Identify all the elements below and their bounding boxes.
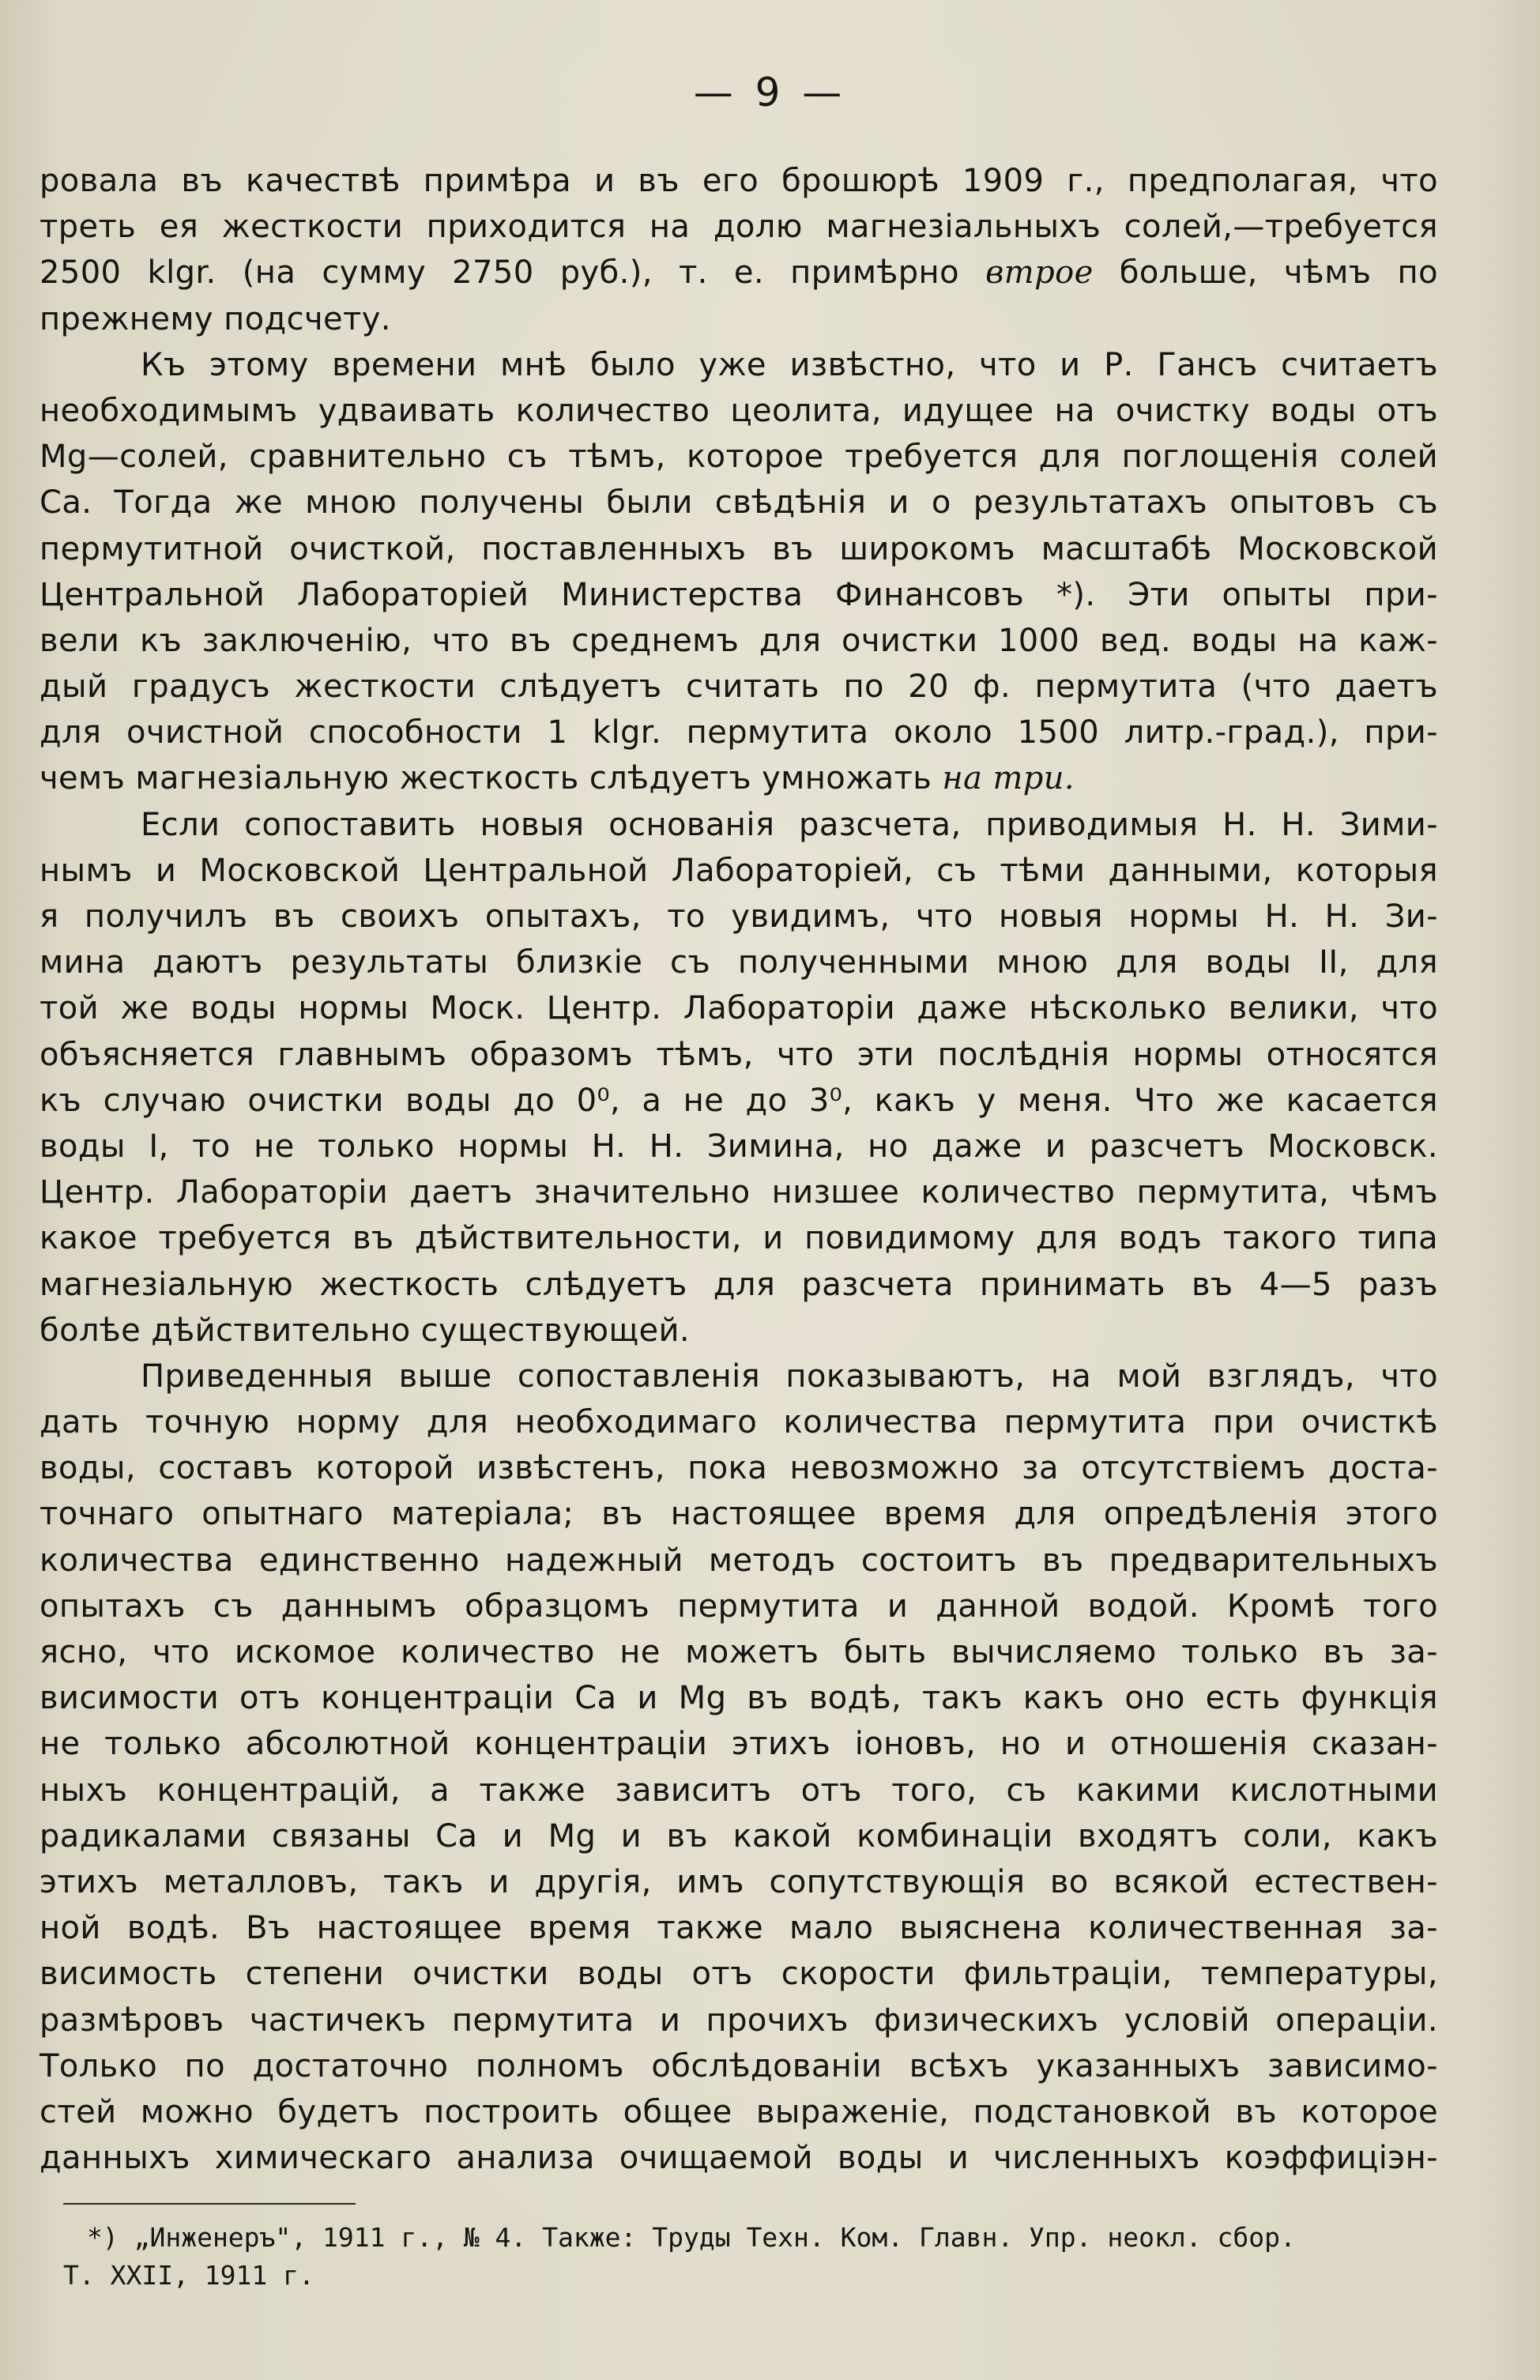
text-line: дать точную норму для необходимаго количества пермутита при очисткѣ (40, 1404, 1438, 1441)
text-line: точнаго опытнаго матеріала; въ настоящее время для опредѣленія этого (40, 1496, 1438, 1533)
text-line: ной водѣ. Въ настоящее время также мало выяснена количественная за- (40, 1910, 1438, 1947)
paragraph-first-line: Если сопоставить новыя основанія разсчета, приводимыя Н. Н. Зими- (141, 806, 1438, 843)
text-line: стей можно будетъ построить общее выраженіе, подстановкой въ которое (40, 2093, 1438, 2130)
text-line: не только абсолютной концентраціи этихъ іоновъ, но и отношенія сказан- (40, 1726, 1438, 1763)
text-line: необходимымъ удваивать количество цеолита, идущее на очистку воды отъ (40, 392, 1438, 429)
body-text (40, 158, 1438, 2181)
text-line: нымъ и Московской Центральной Лабораторіей, съ тѣми данными, которыя (40, 852, 1438, 889)
text-line: прежнему подсчету. (40, 300, 391, 337)
text-line: для очистной способности 1 klgr. пермутита около 1500 литр.-град.), при- (40, 714, 1438, 751)
text-line: висимость степени очистки воды отъ скорости фильтраціи, температуры, (40, 1956, 1438, 1993)
text-line: воды, составъ которой извѣстенъ, пока невозможно за отсутствіемъ доста- (40, 1450, 1438, 1487)
text-line: вели къ заключенію, что въ среднемъ для очистки 1000 вед. воды на каж- (40, 622, 1438, 659)
text-line: той же воды нормы Моск. Центр. Лабораторіи даже нѣсколько велики, что (40, 990, 1438, 1027)
text-line: Только по достаточно полномъ обслѣдованіи всѣхъ указанныхъ зависимо- (40, 2047, 1438, 2084)
text-line: къ случаю очистки воды до 0⁰, а не до 3⁰, какъ у меня. Что же касается (40, 1082, 1438, 1119)
italic-emphasis: на три. (942, 760, 1075, 797)
italic-emphasis: втрое (985, 254, 1094, 292)
text-line: висимости отъ концентраціи Са и Mg въ водѣ, такъ какъ оно есть функція (40, 1680, 1438, 1717)
text-line: 2500 klgr. (на сумму 2750 руб.), т. е. примѣрно втрое больше, чѣмъ по (40, 254, 1438, 292)
text-line: болѣе дѣйствительно существующей. (40, 1312, 691, 1349)
footnote (63, 2219, 1438, 2295)
footnote-divider (63, 2203, 356, 2205)
text-line: мина даютъ результаты близкіе съ полученными мною для воды II, для (40, 944, 1438, 981)
text-line: чемъ магнезіальную жесткость слѣдуетъ умножать на три. (40, 760, 1075, 797)
text-line: объясняется главнымъ образомъ тѣмъ, что эти послѣднія нормы относятся (40, 1036, 1438, 1073)
footnote-line: *) „Инженеръ", 1911 г., № 4. Также: Труды Техн. Ком. Главн. Упр. неокл. сбор. (87, 2222, 1296, 2253)
paragraph-first-line: Приведенныя выше сопоставленія показываютъ, на мой взглядъ, что (141, 1358, 1438, 1395)
text-line: Центральной Лабораторіей Министерства Финансовъ *). Эти опыты при- (40, 576, 1438, 613)
text-line: опытахъ съ даннымъ образцомъ пермутита и данной водой. Кромѣ того (40, 1587, 1438, 1625)
text-line: этихъ металловъ, такъ и другія, имъ сопутствующія во всякой естествен- (40, 1863, 1438, 1900)
text-line: радикалами связаны Са и Mg и въ какой комбинаціи входятъ соли, какъ (40, 1817, 1438, 1855)
text-line: Mg—солей, сравнительно съ тѣмъ, которое требуется для поглощенія солей (40, 439, 1438, 476)
text-line: размѣровъ частичекъ пермутита и прочихъ физическихъ условій операціи. (40, 2002, 1438, 2039)
text-line: я получилъ въ своихъ опытахъ, то увидимъ, что новыя нормы Н. Н. Зи- (40, 898, 1438, 935)
text-line: треть ея жесткости приходится на долю магнезіальныхъ солей,—требуется (40, 209, 1438, 246)
text-line: количества единственно надежный методъ состоитъ въ предварительныхъ (40, 1542, 1438, 1579)
text-line: ясно, что искомое количество не можетъ быть вычисляемо только въ за- (40, 1634, 1438, 1670)
text-line: Центр. Лабораторіи даетъ значительно низшее количество пермутита, чѣмъ (40, 1174, 1438, 1211)
text-line: ровала въ качествѣ примѣра и въ его брошюрѣ 1909 г., предполагая, что (40, 163, 1438, 199)
text-line: воды I, то не только нормы Н. Н. Зимина, но даже и разсчетъ Московск. (40, 1128, 1438, 1165)
text-line: Са. Тогда же мною получены были свѣдѣнія и о результатахъ опытовъ съ (40, 484, 1438, 522)
text-line: пермутитной очисткой, поставленныхъ въ широкомъ масштабѣ Московской (40, 530, 1438, 567)
footnote-line: Т. XXII, 1911 г. (63, 2260, 314, 2291)
page-number: — 9 — (693, 70, 847, 115)
text-line: какое требуется въ дѣйствительности, и повидимому для водъ такого типа (40, 1220, 1438, 1257)
text-line: ныхъ концентрацій, а также зависитъ отъ того, съ какими кислотными (40, 1772, 1438, 1809)
text-line: дый градусъ жесткости слѣдуетъ считать по 20 ф. пермутита (что даетъ (40, 668, 1438, 706)
paragraph-first-line: Къ этому времени мнѣ было уже извѣстно, что и Р. Гансъ считаетъ (141, 346, 1438, 383)
text-line: данныхъ химическаго анализа очищаемой воды и численныхъ коэффиціэн- (40, 2140, 1438, 2177)
text-line: магнезіальную жесткость слѣдуетъ для разсчета принимать въ 4—5 разъ (40, 1266, 1438, 1303)
